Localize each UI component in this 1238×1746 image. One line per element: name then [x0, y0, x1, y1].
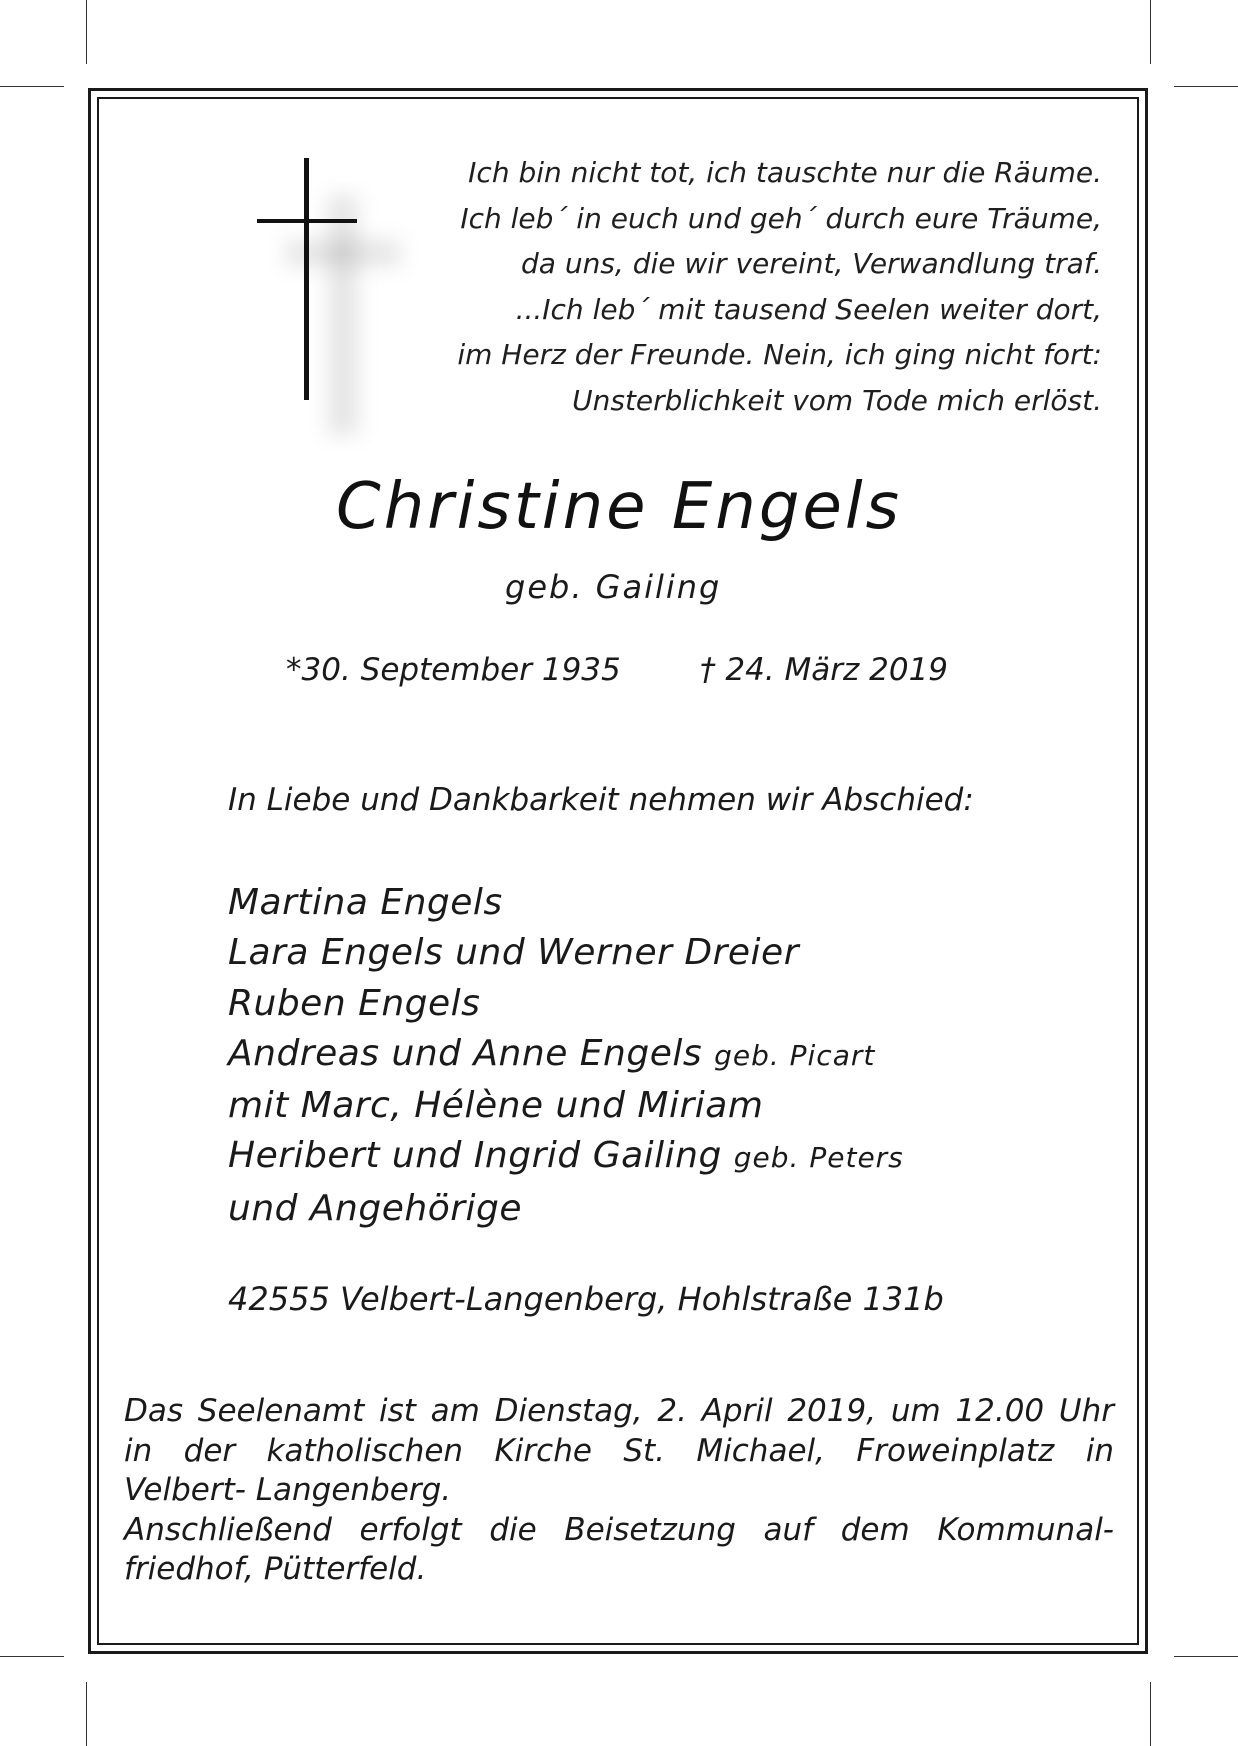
poem-line: Ich leb´ in euch und geh´ durch eure Träume, — [460, 201, 1102, 235]
service-line: Anschließend erfolgt die Beisetzung auf dem Kommunal- — [124, 1511, 1114, 1548]
mourners-list — [228, 878, 904, 1234]
mourner-line — [228, 1131, 904, 1183]
poem-line: Unsterblichkeit vom Tode mich erlöst. — [572, 383, 1102, 417]
crop-mark-top-right-v — [1150, 0, 1151, 64]
mourner-name: mit Marc, Hélène und Miriam — [228, 1085, 764, 1127]
crop-mark-bottom-left-v — [86, 1682, 87, 1746]
birth-date: *30. September 1935 — [286, 652, 621, 688]
mourner-name: Martina Engels — [228, 882, 503, 923]
crop-mark-top-left-v — [86, 0, 87, 64]
poem — [342, 150, 1102, 424]
service-line: in der katholischen Kirche St. Michael, Froweinplatz in — [124, 1432, 1114, 1469]
poem-line: ...Ich leb´ mit tausend Seelen weiter dort, — [515, 292, 1102, 326]
crop-mark-top-right-h — [1174, 86, 1238, 87]
maiden-name: geb. Gailing — [505, 568, 722, 606]
poem-line: da uns, die wir vereint, Verwandlung traf. — [520, 247, 1102, 281]
service-info — [124, 1392, 1114, 1590]
mourner-name: Lara Engels und Werner Dreier — [228, 932, 799, 974]
mourner-line — [228, 1029, 904, 1081]
poem-line: Ich bin nicht tot, ich tauschte nur die Räume. — [468, 156, 1102, 189]
crop-mark-bottom-left-h — [0, 1656, 64, 1657]
deceased-name: Christine Engels — [336, 470, 902, 544]
crop-mark-bottom-right-v — [1150, 1682, 1151, 1746]
address: 42555 Velbert-Langenberg, Hohlstraße 131b — [228, 1280, 944, 1318]
crop-mark-bottom-right-h — [1174, 1656, 1238, 1657]
mourner-note: geb. Picart — [714, 1038, 876, 1072]
poem-line: im Herz der Freunde. Nein, ich ging nicht fort: — [457, 338, 1102, 372]
service-line: Velbert- Langenberg. — [124, 1472, 452, 1509]
mourner-line — [228, 1184, 904, 1234]
mourner-name: Ruben Engels — [228, 982, 481, 1024]
mourner-line — [228, 928, 904, 978]
mourner-line — [228, 878, 904, 928]
mourner-name: und Angehörige — [228, 1187, 523, 1229]
service-line: Das Seelenamt ist am Dienstag, 2. April 2019, um 12.00 Uhr — [124, 1393, 1114, 1429]
mourner-name: Andreas und Anne Engels — [228, 1032, 703, 1074]
mourner-line — [228, 979, 904, 1029]
farewell-intro: In Liebe und Dankbarkeit nehmen wir Abschied: — [228, 782, 974, 818]
cross-vertical-bar — [304, 158, 309, 400]
crop-mark-top-left-h — [0, 86, 64, 87]
service-line: friedhof, Pütterfeld. — [124, 1551, 427, 1588]
death-date: † 24. März 2019 — [700, 652, 949, 688]
mourner-line — [228, 1081, 904, 1131]
mourner-name: Heribert und Ingrid Gailing — [228, 1135, 722, 1177]
mourner-note: geb. Peters — [733, 1141, 904, 1175]
